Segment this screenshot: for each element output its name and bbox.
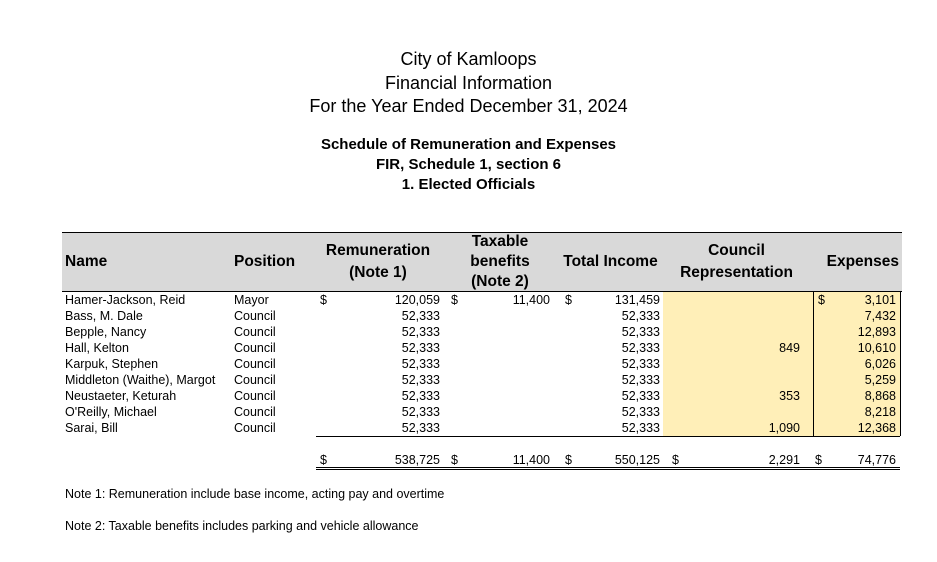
official-name: Neustaeter, Keturah [65,389,177,403]
official-position: Council [234,405,276,419]
schedule-title: Schedule of Remuneration and Expenses [320,136,617,153]
total-taxable: 11,400 [512,453,550,467]
official-remuneration: 120,059 [394,293,440,307]
col-header-taxable: Taxable [471,233,529,250]
official-position: Council [234,357,276,371]
total-expenses-currency: $ [815,453,822,467]
official-name: Hamer-Jackson, Reid [65,293,186,307]
official-total-income: 131,459 [614,293,660,307]
report-period: For the Year Ended December 31, 2024 [309,96,628,116]
official-expenses: 12,368 [857,421,896,435]
highlight-right-border [900,292,901,436]
official-remuneration: 52,333 [401,341,440,355]
official-total-income: 52,333 [621,325,660,339]
official-name: O'Reilly, Michael [65,405,157,419]
official-expenses: 7,432 [864,309,896,323]
first-row-taxable-currency: $ [451,293,458,307]
official-remuneration: 52,333 [401,357,440,371]
total-income-currency: $ [565,453,572,467]
official-position: Mayor [234,293,269,307]
official-expenses: 8,868 [864,389,896,403]
official-name: Middleton (Waithe), Margot [65,373,216,387]
report-title: Financial Information [384,73,553,93]
official-council-representation: 1,090 [768,421,800,435]
total-double-rule-bottom [316,469,900,470]
total-council: 2,291 [768,453,800,467]
col-header-expenses: Expenses [826,253,899,270]
total-council-currency: $ [672,453,679,467]
col-header-council-representation: Representation [680,264,793,281]
first-row-remuneration-currency: $ [320,293,327,307]
official-remuneration: 52,333 [401,373,440,387]
first-row-expenses-currency: $ [818,293,825,307]
col-header-remuneration: Remuneration [325,242,431,259]
note-1: Note 1: Remuneration include base income, acting pay and overtime [65,487,445,501]
total-taxable-currency: $ [451,453,458,467]
total-remuneration: 538,725 [394,453,440,467]
official-name: Bass, M. Dale [65,309,143,323]
official-position: Council [234,325,276,339]
official-total-income: 52,333 [621,405,660,419]
col-header-remuneration-note: (Note 1) [349,264,407,281]
official-total-income: 52,333 [621,341,660,355]
official-expenses: 10,610 [857,341,896,355]
official-name: Bepple, Nancy [65,325,147,339]
official-remuneration: 52,333 [401,389,440,403]
col-header-total-income: Total Income [563,253,658,270]
official-council-representation: 849 [779,341,800,355]
total-expenses: 74,776 [857,453,896,467]
col-header-name: Name [65,253,108,270]
total-income: 550,125 [614,453,660,467]
highlight-divider [813,292,814,436]
official-total-income: 52,333 [621,357,660,371]
official-position: Council [234,389,276,403]
official-taxable-benefits: 11,400 [512,293,550,307]
official-remuneration: 52,333 [401,309,440,323]
first-row-total-income-currency: $ [565,293,572,307]
official-total-income: 52,333 [621,309,660,323]
official-council-representation: 353 [779,389,800,403]
official-expenses: 6,026 [864,357,896,371]
official-position: Council [234,373,276,387]
official-expenses: 8,218 [864,405,896,419]
col-header-position: Position [234,253,296,270]
schedule-reference: FIR, Schedule 1, section 6 [375,156,562,173]
official-total-income: 52,333 [621,373,660,387]
official-position: Council [234,309,276,323]
org-name: City of Kamloops [400,49,537,69]
official-expenses: 3,101 [864,293,896,307]
official-position: Council [234,421,276,435]
total-remuneration-currency: $ [320,453,327,467]
official-remuneration: 52,333 [401,405,440,419]
official-remuneration: 52,333 [401,325,440,339]
official-position: Council [234,341,276,355]
schedule-section: 1. Elected Officials [401,176,536,193]
col-header-council: Council [708,242,765,259]
col-header-taxable-benefits: benefits [470,253,530,270]
official-total-income: 52,333 [621,389,660,403]
official-expenses: 5,259 [864,373,896,387]
subtotal-rule [316,436,900,437]
official-name: Sarai, Bill [65,421,118,435]
official-total-income: 52,333 [621,421,660,435]
note-2: Note 2: Taxable benefits includes parking and vehicle allowance [65,519,419,533]
col-header-taxable-note: (Note 2) [471,273,529,290]
official-expenses: 12,893 [857,325,896,339]
official-name: Hall, Kelton [65,341,129,355]
official-name: Karpuk, Stephen [65,357,159,371]
official-remuneration: 52,333 [401,421,440,435]
